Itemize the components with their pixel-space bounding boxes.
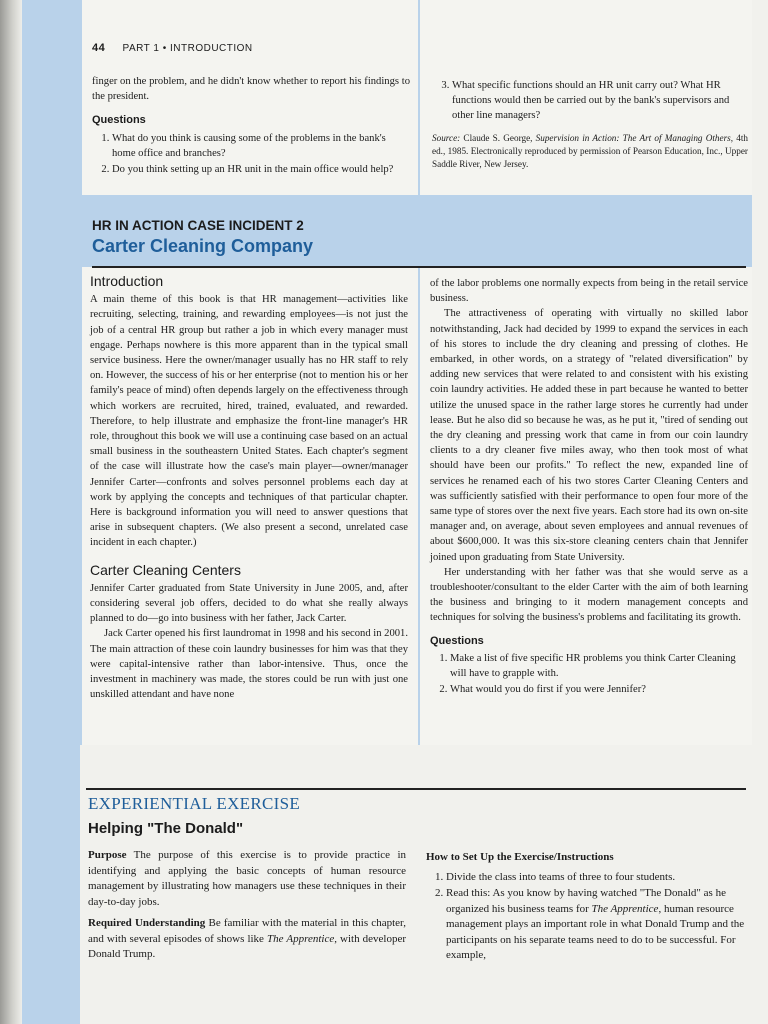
left-blue-strip xyxy=(22,745,80,1024)
required-text-a: Be familiar with the material in this chapter, and with several episodes of shows like xyxy=(88,917,406,945)
running-head xyxy=(92,42,253,54)
source-label: Source: xyxy=(432,132,461,143)
case-left-column xyxy=(90,272,408,702)
step2-text-a: Read this: As you know by having watched "The Donald" as he organized his business teams for xyxy=(446,887,726,915)
case-questions-heading: Questions xyxy=(430,634,484,647)
source-author: Claude S. George, xyxy=(460,132,536,143)
question-item: 2. What would you do first if you were Jennifer? xyxy=(450,682,748,697)
case-title: Carter Cleaning Company xyxy=(92,236,314,256)
question-item: 3. What specific functions should an HR unit carry out? What HR functions would then be carried out by the bank's supervisors and other line managers? xyxy=(452,78,748,124)
top-right-column xyxy=(432,78,748,171)
exercise-title: Helping "The Donald" xyxy=(88,820,244,837)
question-item: 1. What do you think is causing some of the problems in the bank's home office and branches? xyxy=(112,131,410,161)
questions-list-continued xyxy=(432,78,748,124)
required-text-b: , with developer Donald Trump. xyxy=(88,932,406,960)
top-left-column xyxy=(92,74,410,178)
source-details: 4th ed., 1985. Electronically reproduced by permission of Pearson Education, Inc., Upper Saddle River, New Jersey. xyxy=(432,132,748,169)
show-title: The Apprentice xyxy=(267,932,335,945)
case-questions-list xyxy=(430,651,748,698)
exercise-divider xyxy=(86,788,746,790)
purpose-lead: Purpose xyxy=(88,849,127,861)
introduction-body: A main theme of this book is that HR management—activities like recruiting, selecting, training, and rewarding employees—is not just the job of a central HR group but rather a job in which every manager must engage. Perhaps nowhere is this more apparent than in the typical small service business. Here the owner/manager usually has no HR staff to rely on. However, the success of his or her enterprise (not to mention his or her family's peace of mind) often depends largely on the effectiveness through which workers are recruited, hired, trained, evaluated, and rewarded. Therefore, to help illustrate and emphasize the front-line manager's HR role, throughout this book we will use a continuing case based on an actual small business in the southeastern United States. Each chapter's segment of the case will illustrate how the case's main player—owner/manager Jennifer Carter—confronts and solves personnel problems each day at work by applying the concepts and techniques of that particular chapter. Here is background information you will need to answer questions that arise in subsequent chapters. (We also present a second, unrelated case incident in each chapter.) xyxy=(90,294,408,549)
right-paragraph-2: Her understanding with her father was that she would serve as a troubleshooter/consultant to the elder Carter with the aim of both learning the business and bringing to it modern management concepts and techniques for solving the business's problems and facilitating its growth. xyxy=(430,566,748,624)
centers-heading: Carter Cleaning Centers xyxy=(90,561,241,578)
required-lead: Required Understanding xyxy=(88,917,206,929)
instructions-heading: How to Set Up the Exercise/Instructions xyxy=(426,851,614,863)
questions-list xyxy=(92,131,410,178)
exercise-label: EXPERIENTIAL EXERCISE xyxy=(88,794,301,813)
questions-heading: Questions xyxy=(92,114,146,127)
question-item: 2. Do you think setting up an HR unit in the main office would help? xyxy=(112,162,410,177)
source-note xyxy=(432,132,748,171)
required-understanding-paragraph xyxy=(88,916,406,963)
centers-paragraph-1: Jennifer Carter graduated from State University in June 2005, and, after considering several job offers, decided to do what she really always planned to do—go into business with her father, Jack Carter. xyxy=(90,582,408,625)
binding-shadow xyxy=(0,0,22,1024)
step2-text-b: , human resource management plays an important role in what Donald Trump and the participants on his separate teams need to do to be successful. For example, xyxy=(446,902,745,961)
exercise-left-column xyxy=(88,848,406,963)
case-right-column xyxy=(430,276,748,698)
step2-show-title: The Apprentice xyxy=(591,902,659,915)
right-carryover: of the labor problems one normally expects from being in the retail service business. xyxy=(430,278,748,305)
part-label: PART 1 • INTRODUCTION xyxy=(122,43,253,54)
instructions-list xyxy=(426,870,746,964)
introduction-heading: Introduction xyxy=(90,273,164,289)
page-number: 44 xyxy=(92,42,106,54)
instruction-step xyxy=(446,886,746,964)
case-label: HR IN ACTION CASE INCIDENT 2 xyxy=(92,218,304,233)
source-title: Supervision in Action: The Art of Managing Others, xyxy=(535,132,734,143)
instruction-step: 1. Divide the class into teams of three to four students. xyxy=(446,870,746,886)
purpose-text: The purpose of this exercise is to provide practice in identifying and applying the basic concepts of human resource management by illustrating how managers use these techniques in their day-to-day jobs. xyxy=(88,849,406,908)
centers-paragraph-2: Jack Carter opened his first laundromat in 1998 and his second in 2001. The main attraction of these coin laundry businesses for him was that they were capital-intensive rather than labor-intensive. Thus, once the investment in machinery was made, the stores could be run with just one unskilled attendant and have none xyxy=(90,628,408,701)
question-item: 1. Make a list of five specific HR problems you think Carter Cleaning will have to grapple with. xyxy=(450,651,748,681)
right-paragraph-1: The attractiveness of operating with virtually no skilled labor notwithstanding, Jack had decided by 1999 to expand the services in each of his stores to include the dry cleaning and pressing of clothes. He embarked, in other words, on a strategy of "related diversification" by adding new services that were related to and consistent with his existing coin laundry activities. He added these in part because he wanted to better utilize the unused space in the rather large stores he currently had under lease. But he also did so because he was, as he put it, "tired of sending out the dry cleaning and pressing work that came in from our coin laundry clients to a dry cleaner five miles away, who then took most of what should have been our profits." To reflect the new, expanded line of services he renamed each of his two stores Carter Cleaning Centers and was sufficiently satisfied with their performance to open four more of the same type of stores over the next five years. Each store had its own on-site manager and, on average, about seven employees and annual revenues of about $600,000. It was this six-store cleaning centers chain that Jennifer joined upon graduating from State University. xyxy=(430,308,748,563)
carryover-text: finger on the problem, and he didn't know whether to report his findings to the president. xyxy=(92,76,410,103)
purpose-paragraph xyxy=(88,848,406,910)
case-divider xyxy=(92,266,746,268)
exercise-right-column xyxy=(426,850,746,965)
